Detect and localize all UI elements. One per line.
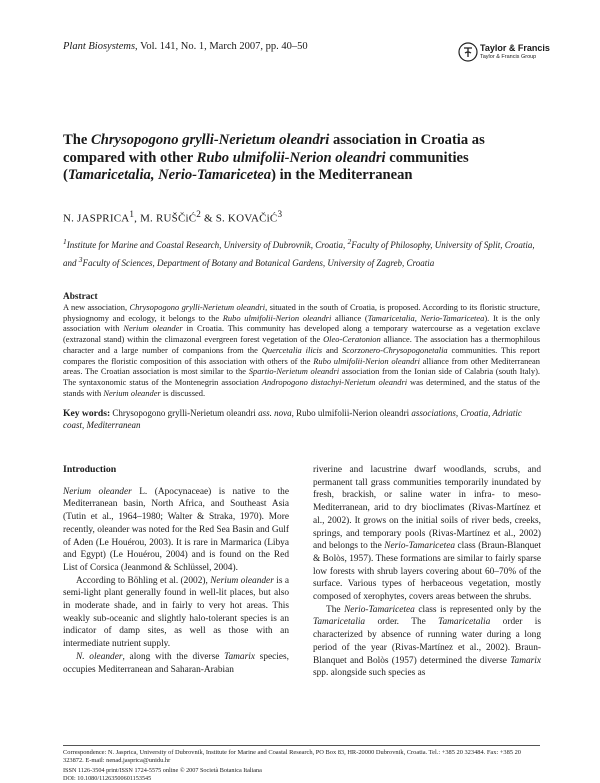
abstract-italic: Scorzonero-Chrysopogonetalia [342, 344, 448, 355]
body-text: class (Braun-Blanquet & Bolòs, 1957). These formations are similar to fairly sparse low forests with shrub layers covering about 60–70% of the surface. Various types of herbaceous vegetation, mostly composed of xerophytes, covers areas between the shrubs. [313, 541, 541, 603]
paper-title [63, 132, 543, 185]
affil-mark: 1 [63, 237, 67, 246]
intro-heading: Introduction [63, 464, 117, 475]
intro-column-left [63, 464, 289, 676]
publisher-group: Taylor & Francis Group [480, 54, 537, 60]
author-affil-mark: 3 [277, 209, 283, 219]
body-text: L. (Apocynaceae) is native to the Mediterranean basin, North Africa, and Southeast Asia (Tutin et al., 1964–1980; Walter & Straka, 1970). More recently, oleander was noted for the Red Sea Basin and Gulf of Aden (Le Houérou, 2003). It is rare in Marmarica (Libya and Egypt) (Le Houérou, 2004) and is found on the Red List of Corsica (Jeanmond & Schlüssel, 2004). [63, 486, 289, 573]
body-italic: Nerium oleander [210, 575, 274, 586]
body-italic: Nerio-Tamaricetea [344, 604, 415, 615]
title-part: association in Croatia as compared with other [63, 132, 485, 166]
abstract-italic: Rubo ulmifolii-Nerion oleandri [313, 355, 420, 366]
author-affil-mark: 1 [129, 209, 135, 219]
abstract-italic: Oleo-Ceratonion [323, 334, 381, 345]
title-part-italic: Rubo ulmifolii-Nerion oleandri [196, 149, 386, 166]
abstract-text: ). It is the only association with [63, 312, 540, 334]
intro-paragraph-2 [63, 575, 289, 651]
abstract-italic: Chrysopogono grylli-Nerietum oleandri [129, 302, 266, 312]
issn-line: ISSN 1126-3504 print/ISSN 1724-5575 online © 2007 Società Botanica Italiana [63, 767, 262, 774]
abstract-text: is discussed. [160, 387, 206, 398]
doi-line: DOI: 10.1080/11263500601153545 [63, 775, 152, 782]
author-affil-mark: 2 [196, 209, 202, 219]
title-part: ) in the Mediterranean [271, 167, 413, 183]
body-italic: Tamarix [224, 651, 255, 662]
abstract-text: alliance ( [331, 312, 368, 323]
affil-text: Faculty of Sciences, Department of Botany and Botanical Gardens, University of Zagreb, Croatia [82, 257, 435, 268]
abstract-italic: Rubo ulmifolii-Nerion oleandri [222, 312, 332, 323]
publisher-logo [458, 40, 550, 66]
abstract-italic: Quercetalia ilicis [261, 344, 323, 355]
affil-mark: 3 [78, 254, 83, 264]
keywords-text: Chrysopogono grylli-Nerietum oleandri [110, 408, 259, 418]
title-part-italic: Tamaricetalia, Nerio-Tamaricetea [67, 167, 272, 183]
abstract-text: , situated in the south of Croatia, is proposed. According to its floristic structure, physiognomy and ecology, it belongs to the [63, 302, 540, 323]
intro-column-right [313, 464, 541, 680]
intro-paragraph-4 [313, 464, 541, 604]
abstract-text: communities. This report compares the floristic composition of this association with others of the [63, 344, 540, 366]
author-name: N. JASPRICA [63, 212, 130, 225]
journal-issue: , Vol. 141, No. 1, March 2007, pp. 40–50 [135, 41, 308, 52]
keywords-label: Key words: [63, 408, 111, 419]
body-italic: Nerio-Tamaricetea [384, 541, 456, 552]
abstract-text: alliance from other Mediterranean areas. The Croatian association is most similar to the [63, 355, 540, 377]
footer-divider [63, 745, 540, 746]
author-name: , M. RUŠČiĆ [134, 212, 197, 225]
title-part-italic: Chrysopogono grylli-Nerietum oleandri [90, 132, 330, 148]
body-text: , along with the diverse [122, 651, 225, 662]
intro-paragraph-3 [63, 651, 289, 676]
keywords-italic: ass. nova [258, 408, 292, 418]
intro-paragraph-5 [313, 604, 541, 680]
abstract-body [63, 302, 540, 398]
journal-name: Plant Biosystems [63, 41, 136, 52]
journal-header [63, 41, 308, 52]
abstract-text: alliance. The association has a thermophilous character and a large number of companions from the [63, 334, 540, 355]
abstract-text: A new association, [63, 302, 130, 312]
body-text: spp. alongside such species as [313, 668, 426, 679]
body-italic: Nerium oleander [63, 486, 132, 497]
publisher-logo-icon [458, 42, 478, 62]
author-name: & S. KOVAČiĆ [201, 212, 278, 225]
body-text: is a semi-light plant generally found in well-lit places, but also in moderate shade, and in fairly to very hot areas. This weakly sub-oceanic and slightly halo-tolerant species is an indicator of damp sites, as well as those with an intermediate nutrient supply. [63, 575, 289, 650]
body-italic: N. oleander [76, 651, 123, 662]
publication-meta [63, 767, 363, 783]
affil-mark: 2 [347, 237, 352, 246]
affil-text: Faculty of Philosophy, University of Split, Croatia, and [63, 240, 535, 268]
body-text: The [326, 604, 345, 615]
correspondence-note: Correspondence: N. Jasprica, University of Dubrovnik, Institute for Marine and Coastal Research, PO Box 83, HR-20000 Dubrovnik, Croatia. Tel.: +385 20 323484. Fax: +385 20 323872. E-mail: nenad.jasprica@unidu.hr [63, 749, 521, 765]
abstract-text: association from the Ionian side of Calabria (south Italy). The syntaxonomic status of the Montenegrin association [63, 366, 541, 387]
body-text: class is represented only by the [414, 604, 541, 615]
body-italic: Tamarix [510, 655, 541, 666]
abstract-italic: Nerium oleander [103, 387, 161, 398]
abstract-italic: Tamaricetalia, Nerio-Tamaricetea [367, 312, 485, 323]
abstract-italic: Spartio-Nerietum oleandri [248, 366, 340, 377]
body-text: order. The [365, 617, 439, 628]
body-text: species, occupies Mediterranean and Saharan-Arabian [63, 651, 289, 675]
intro-paragraph-1 [63, 486, 289, 575]
title-part: The [63, 132, 91, 148]
publisher-name: Taylor & Francis [480, 43, 550, 53]
abstract-text: in Croatia. This community has developed along a temporary watercourse as a vegetation exclave (extrazonal stand) within the climazonal evergreen forest vegetation of the [63, 323, 540, 345]
author-list [63, 209, 282, 225]
abstract-text: and [322, 344, 343, 355]
body-text: order is characterized by absence of running water during a long period of the year (Rivas-Martínez et al., 2002). Braun-Blanquet and Bolòs (1957) determined the diverse [313, 617, 541, 666]
abstract-text: was determined, and the status of the stands with [63, 376, 541, 398]
body-italic: Tamaricetalia [438, 617, 491, 628]
body-italic: Tamaricetalia [313, 617, 366, 628]
title-part: communities ( [63, 149, 469, 183]
keywords-text: , Rubo ulmifolii-Nerion oleandri [291, 408, 412, 418]
affil-text: Institute for Marine and Coastal Research, University of Dubrovnik, Croatia, [66, 240, 348, 250]
keywords [63, 408, 540, 431]
abstract-heading: Abstract [63, 292, 98, 302]
affiliations [63, 235, 543, 270]
abstract-italic: Nerium oleander [123, 323, 183, 334]
body-text: According to Böhling et al. (2002), [76, 575, 211, 586]
abstract-italic: Andropogono distachyi-Nerietum oleandri [261, 376, 408, 387]
keywords-italic: associations, Croatia, Adriatic coast, Mediterranean [63, 408, 522, 430]
body-text: riverine and lacustrine dwarf woodlands, scrubs, and permanent tall grass communities temporarily inundated by fresh, brackish, or saline water in infra- to meso-Mediterranean, arid to dry bioclimates (Rivas-Martínez et al., 2002). It grows on the initial soils of river beds, creeks, springs, and temporary pools (Rivas-Martínez et al., 2002) and belongs to the [313, 465, 541, 552]
